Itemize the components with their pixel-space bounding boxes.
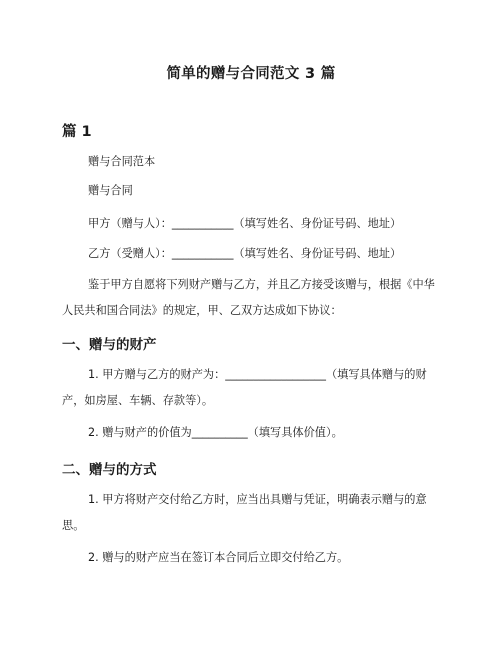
- clause-heading-method: 二、赠与的方式: [62, 462, 157, 478]
- clause-item-property: 1. 甲方赠与乙方的财产为：__________________（填写具体赠与的财产，如房屋、车辆、存款等）。: [62, 368, 427, 407]
- text-line-party-a: 甲方（赠与人）：___________（填写姓名、身份证号码、地址）: [88, 217, 402, 230]
- section-heading-1: 篇 1: [62, 124, 92, 140]
- text-line-contract-sample: 赠与合同范本: [88, 155, 156, 168]
- intro-paragraph: 鉴于甲方自愿将下列财产赠与乙方，并且乙方接受该赠与，根据《中华人民共和国合同法》的规定，甲、乙双方达成如下协议：: [62, 278, 435, 317]
- clause-item-delivery: 1. 甲方将财产交付给乙方时，应当出具赠与凭证，明确表示赠与的意思。: [62, 493, 427, 532]
- text-line-party-b: 乙方（受赠人）：___________（填写姓名、身份证号码、地址）: [88, 247, 402, 260]
- clause-heading-property: 一、赠与的财产: [62, 337, 157, 353]
- text-line-contract-title: 赠与合同: [88, 184, 133, 197]
- clause-item-timing: 2. 赠与的财产应当在签订本合同后立即交付给乙方。: [88, 551, 349, 564]
- clause-item-value: 2. 赠与财产的价值为__________（填写具体价值）。: [88, 426, 343, 439]
- document-title: 简单的赠与合同范文 3 篇: [166, 66, 336, 82]
